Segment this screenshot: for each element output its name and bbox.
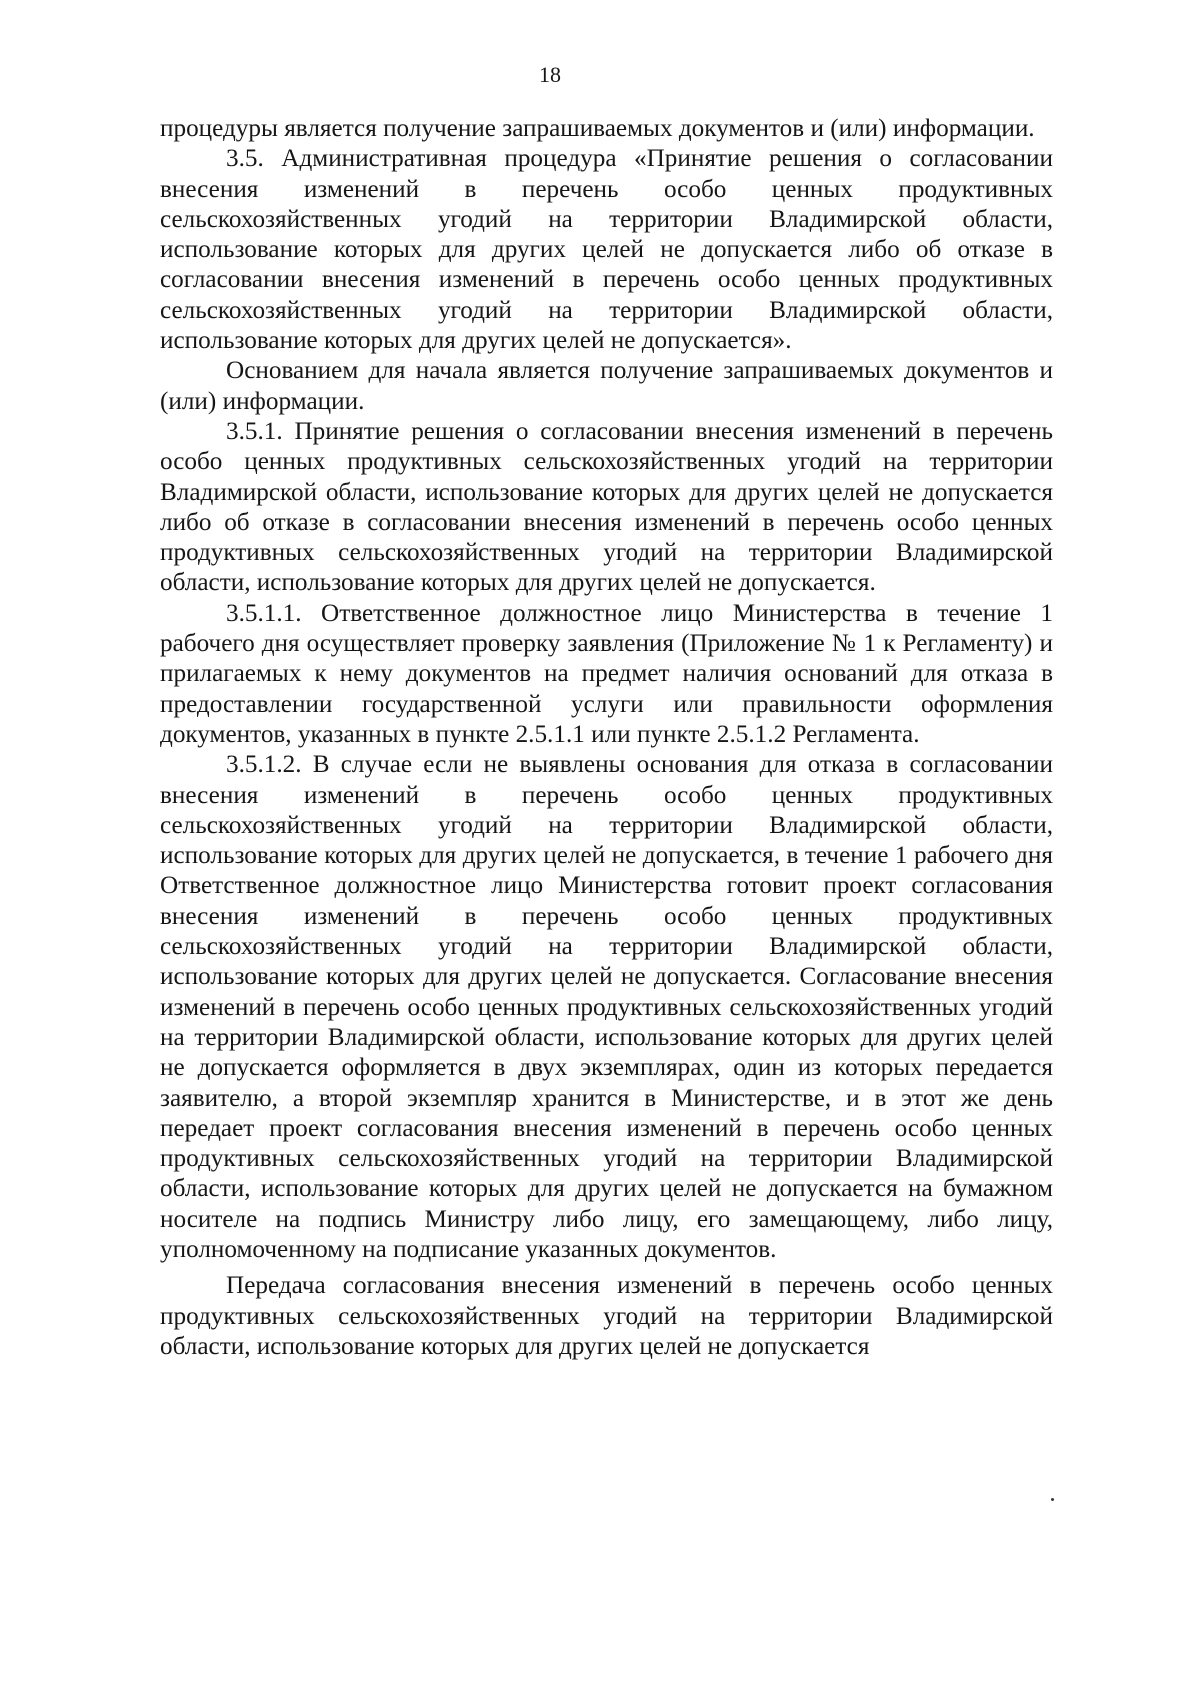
paragraph-3-5-administrative-procedure: 3.5. Административная процедура «Принятие решения о согласовании внесения изменений в перечень особо ценных продуктивных сельскохозяйственных угодий на территории Владимирской области, использование которых для других целей не допускается либо об отказе в согласовании внесения изменений в перечень особо ценных продуктивных сельскохозяйственных угодий на территории Владимирской области, использование которых для других целей не допускается». xyxy=(160,145,1053,355)
paragraph-3-5-1-2: 3.5.1.2. В случае если не выявлены основания для отказа в согласовании внесения изменений в перечень особо ценных продуктивных сельскохозяйственных угодий на территории Владимирской области, использование которых для других целей не допускается, в течение 1 рабочего дня Ответственное должностное лицо Министерства готовит проект согласования внесения изменений в перечень особо ценных продуктивных сельскохозяйственных угодий на территории Владимирской области, использование которых для других целей не допускается. Согласование внесения изменений в перечень особо ценных продуктивных сельскохозяйственных угодий на территории Владимирской области, использование которых для других целей не допускается оформляется в двух экземплярах, один из которых передается заявителю, а второй экземпляр хранится в Министерстве, и в этот же день передает проект согласования внесения изменений в перечень особо ценных продуктивных сельскохозяйственных угодий на территории Владимирской области, использование которых для других целей не допускается на бумажном носителе на подпись Министру либо лицу, его замещающему, либо лицу, уполномоченному на подписание указанных документов. xyxy=(160,751,1053,1263)
paragraph-3-5-1: 3.5.1. Принятие решения о согласовании внесения изменений в перечень особо ценных продуктивных сельскохозяйственных угодий на территории Владимирской области, использование которых для других целей не допускается либо об отказе в согласовании внесения изменений в перечень особо ценных продуктивных сельскохозяйственных угодий на территории Владимирской области, использование которых для других целей не допускается. xyxy=(160,417,1053,597)
paragraph-procedure-result: процедуры является получение запрашиваемых документов и (или) информации. xyxy=(160,115,1035,142)
paragraph-3-5-1-1: 3.5.1.1. Ответственное должностное лицо Министерства в течение 1 рабочего дня осуществляет проверку заявления (Приложение № 1 к Регламенту) и прилагаемых к нему документов на предмет наличия оснований для отказа в предоставлении государственной услуги или правильности оформления документов, указанных в пункте 2.5.1.1 или пункте 2.5.1.2 Регламента. xyxy=(160,599,1053,748)
document-body xyxy=(160,114,1053,1362)
scan-speck xyxy=(1051,1498,1054,1501)
paragraph-basis-for-start: Основанием для начала является получение запрашиваемых документов и (или) информации. xyxy=(160,357,1053,415)
paragraph-transfer-of-approval: Передача согласования внесения изменений в перечень особо ценных продуктивных сельскохозяйственных угодий на территории Владимирской области, использование которых для других целей не допускается xyxy=(160,1272,1053,1360)
page-number: 18 xyxy=(539,62,561,87)
